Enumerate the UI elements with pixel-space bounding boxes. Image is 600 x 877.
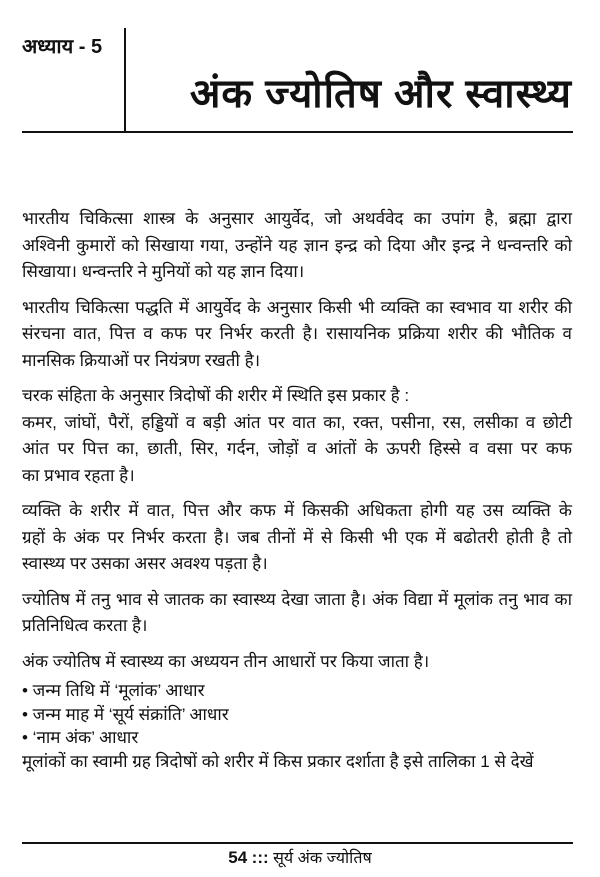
closing-line: मूलांकों का स्वामी ग्रह त्रिदोषों को शरीर में किस प्रकार दर्शाता है इसे तालिका 1 से देखें [22, 751, 534, 771]
list-item: • ‘नाम अंक’ आधार [22, 728, 139, 747]
text-line: आंत पर पित्त का, छाती, सिर, गर्दन, जोड़ों व आंतों के ऊपरी हिस्से व वसा पर कफ [22, 439, 572, 458]
paragraph-6 [22, 649, 572, 676]
text-line: स्वास्थ्य पर उसका असर अवश्य पड़ता है। [22, 554, 268, 573]
text-line: चरक संहिता के अनुसार त्रिदोषों की शरीर में स्थिति इस प्रकार है : [22, 386, 410, 405]
chapter-label: अध्याय - 5 [22, 36, 103, 58]
text-line: का प्रभाव रहता है। [22, 465, 135, 485]
bullet-list [22, 679, 572, 750]
text-line: कमर, जांघों, पैरों, हड्डियों व बड़ी आंत पर वात का, रक्त, पसीना, रस, लसीका व छोटी [22, 412, 572, 432]
footer-separator: ::: [251, 848, 269, 867]
text-line: संरचना वात, पित्त व कफ पर निर्भर करती है। रासायनिक प्रक्रिया शरीर की भौतिक व [22, 324, 572, 343]
list-item: • जन्म माह में ‘सूर्य संक्रांति’ आधार [22, 704, 229, 724]
text-line: भारतीय चिकित्सा पद्धति में आयुर्वेद के अनुसार किसी भी व्यक्ति का स्वभाव या शरीर की [22, 297, 572, 317]
paragraph-1 [22, 206, 572, 286]
footer-rule [22, 842, 573, 844]
text-line: मानसिक क्रियाओं पर नियंत्रण रखती है। [22, 350, 261, 370]
paragraph-4 [22, 498, 572, 578]
page-footer [0, 846, 600, 868]
text-line: व्यक्ति के शरीर में वात, पित्त और कफ में किसकी अधिकता होगी यह उस व्यक्ति के [22, 501, 572, 520]
paragraph-3 [22, 383, 572, 489]
book-title: सूर्य अंक ज्योतिष [273, 850, 372, 867]
text-line: सिखाया। धन्वन्तरि ने मुनियों को यह ज्ञान दिया। [22, 262, 305, 281]
text-line: ज्योतिष में तनु भाव से जातक का स्वास्थ्य देखा जाता है। अंक विद्या में मूलांक तनु भाव का [22, 589, 572, 609]
page-title: अंक ज्योतिष और स्वास्थ्य [189, 72, 572, 116]
text-line: ग्रहों के अंक पर निर्भर करता है। जब तीनों में से किसी भी एक में बढोतरी होती है तो [22, 527, 572, 547]
header-rule [22, 131, 573, 133]
paragraph-2 [22, 295, 572, 375]
text-line: अंक ज्योतिष में स्वास्थ्य का अध्ययन तीन आधारों पर किया जाता है। [22, 651, 430, 671]
header-divider-vertical [124, 28, 126, 133]
text-line: प्रतिनिधित्व करता है। [22, 616, 148, 635]
text-line: भारतीय चिकित्सा शास्त्र के अनुसार आयुर्वेद, जो अथर्ववेद का उपांग है, ब्रह्मा द्वारा [22, 209, 572, 228]
list-item: • जन्म तिथि में ‘मूलांक’ आधार [22, 681, 205, 700]
page-number: 54 [228, 848, 248, 867]
text-line: अश्विनी कुमारों को सिखाया गया, उन्होंने यह ज्ञान इन्द्र को दिया और इन्द्र ने धन्वन्तरि को [22, 235, 572, 255]
paragraph-5 [22, 587, 572, 640]
body-text [22, 206, 572, 773]
